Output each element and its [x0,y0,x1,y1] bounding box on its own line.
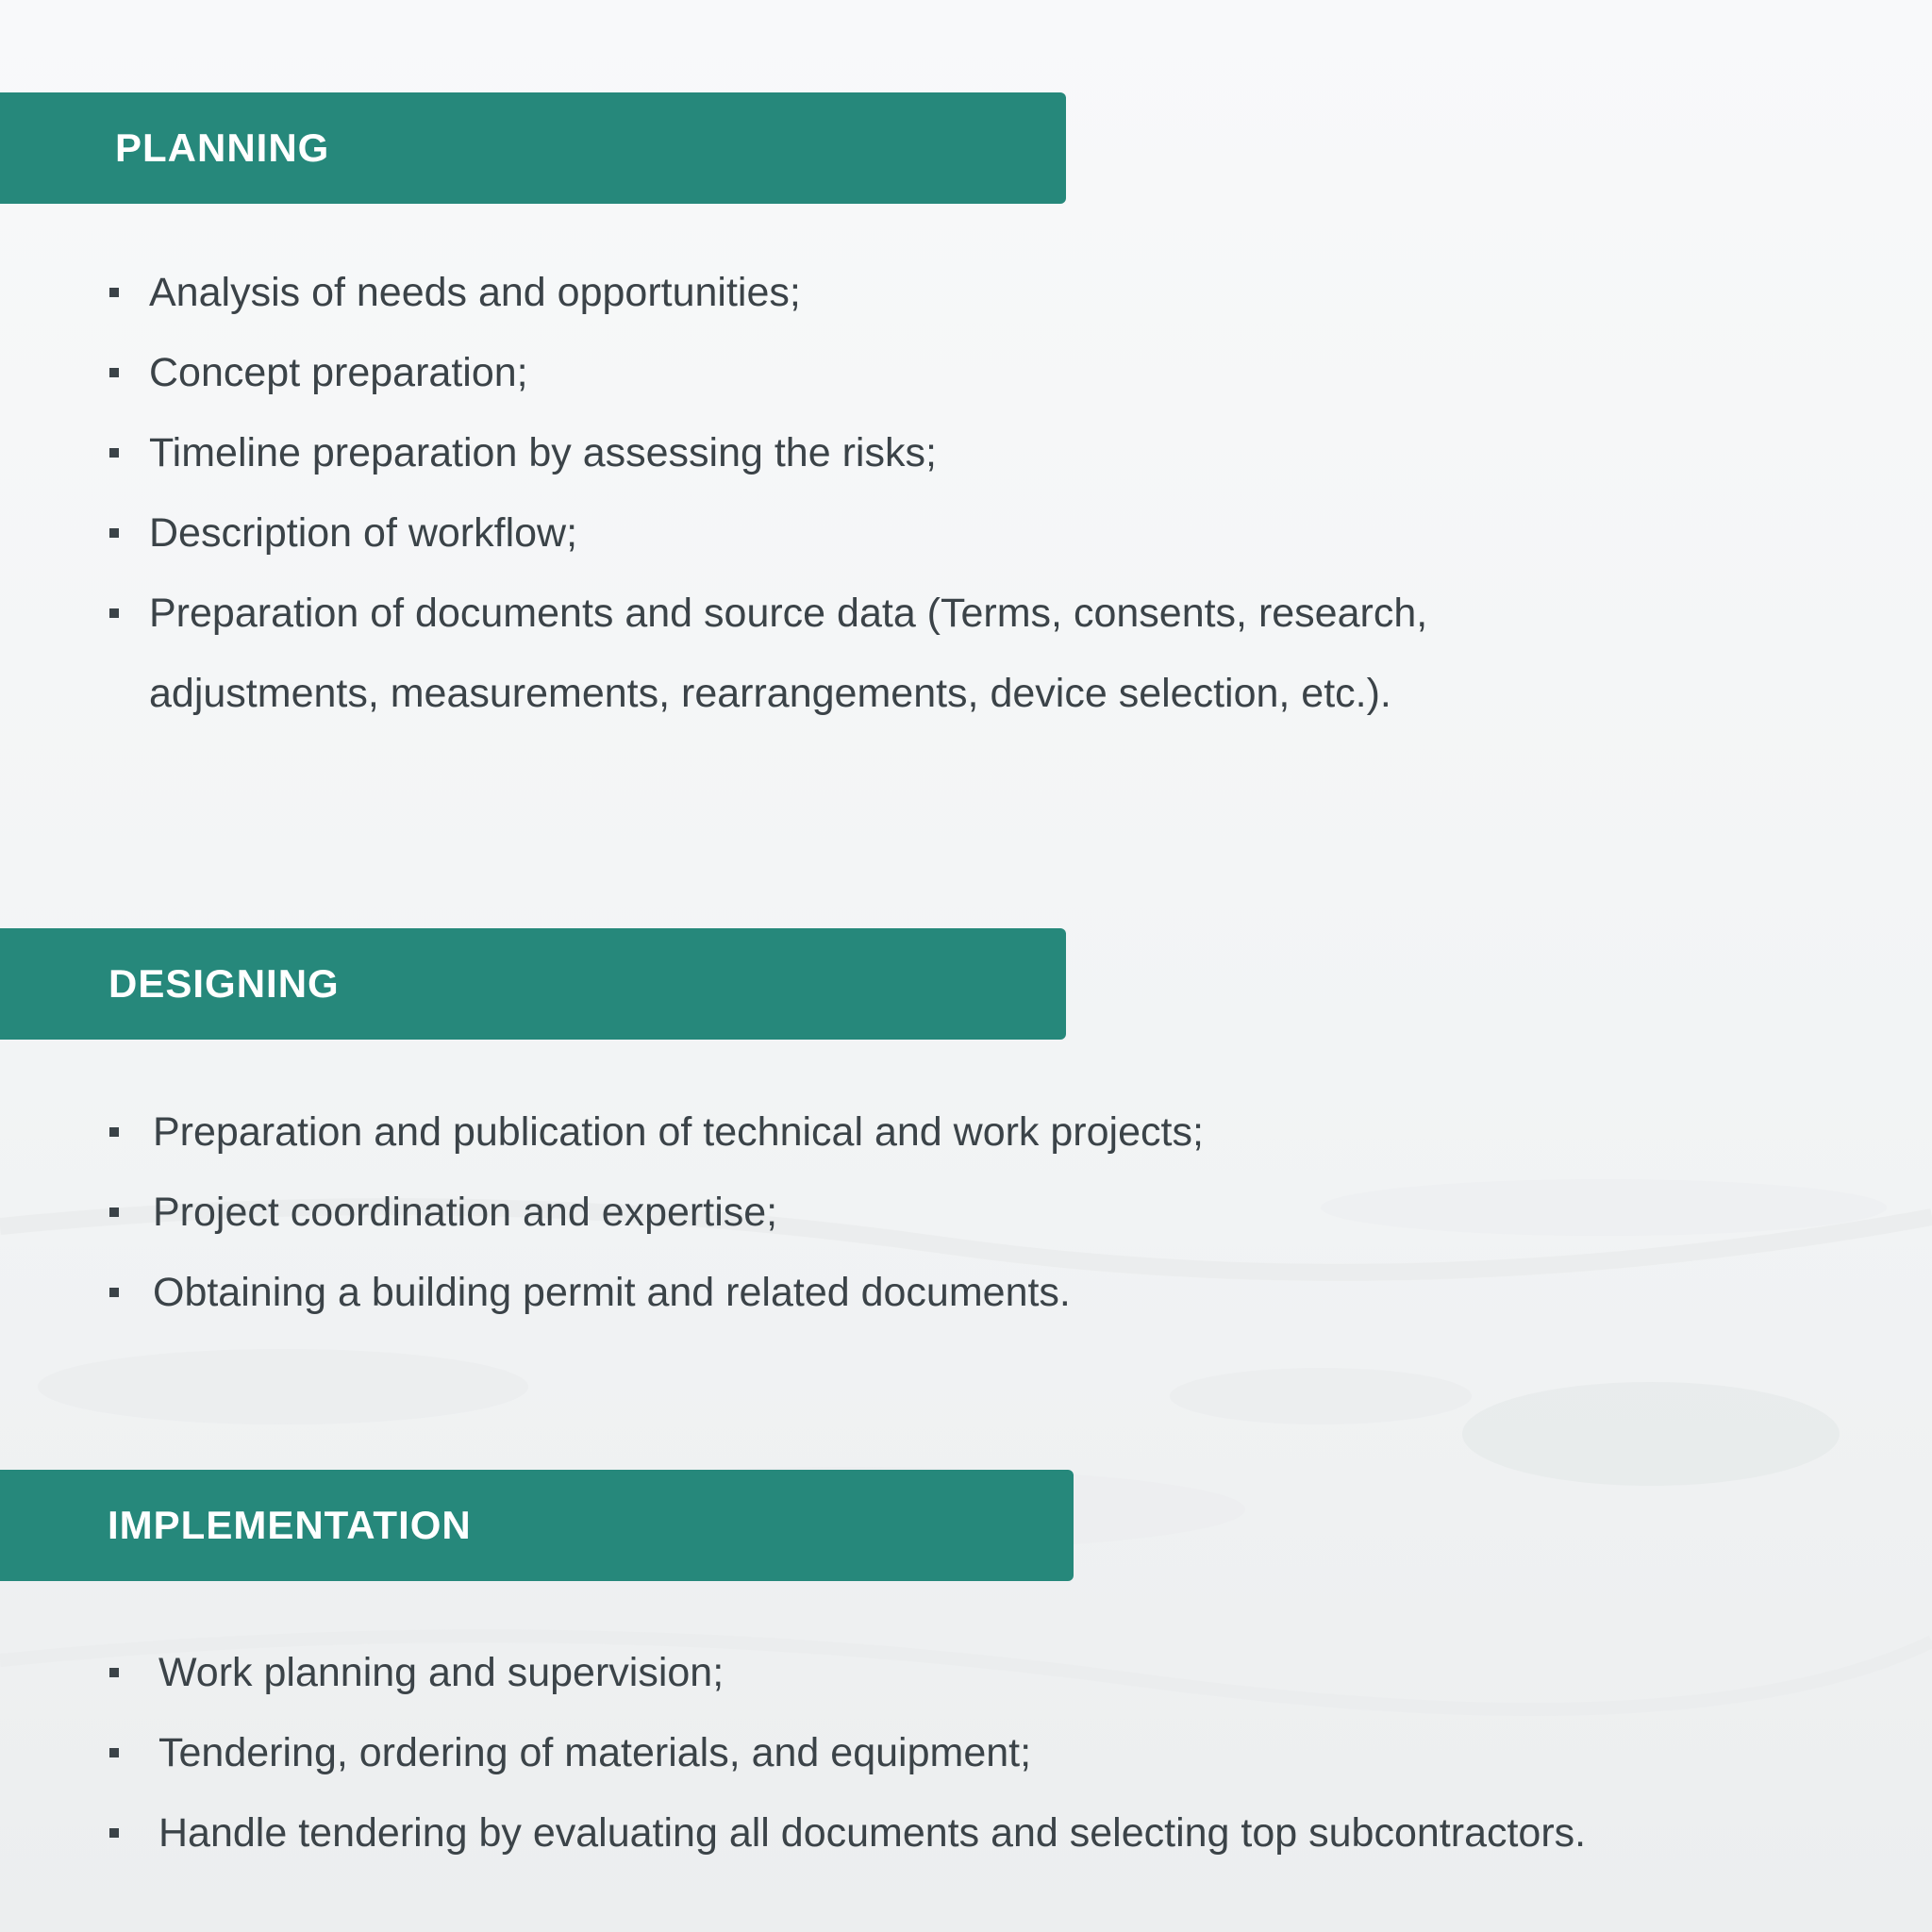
list-item: Project coordination and expertise; [0,1173,1204,1253]
designing-header [0,928,1066,1040]
bullet-square-icon [109,528,119,538]
bullet-square-icon [109,1127,119,1137]
planning-title: PLANNING [115,125,330,170]
list-item: Concept preparation; [0,333,1427,413]
list-item: Preparation and publication of technical and work projects; [0,1092,1204,1173]
implementation-title: IMPLEMENTATION [108,1503,472,1547]
list-item: Description of workflow; [0,493,1427,574]
designing-list [0,1092,1204,1333]
bullet-square-icon [109,288,119,297]
bullet-square-icon [109,1828,119,1838]
bullet-square-icon [109,1748,119,1757]
implementation-header [0,1470,1074,1581]
list-item: Timeline preparation by assessing the risks; [0,413,1427,493]
bullet-square-icon [109,608,119,618]
list-item: Work planning and supervision; [0,1633,1586,1713]
list-item: Preparation of documents and source data (Terms, consents, research, adjustments, measurements, rearrangements, device selection, etc.). [0,574,1427,734]
designing-title: DESIGNING [108,961,340,1006]
implementation-list [0,1633,1586,1874]
planning-header [0,92,1066,204]
list-item: Obtaining a building permit and related documents. [0,1253,1204,1333]
list-item: Handle tendering by evaluating all documents and selecting top subcontractors. [0,1793,1586,1874]
list-item: Tendering, ordering of materials, and equipment; [0,1713,1586,1793]
bullet-square-icon [109,1288,119,1297]
bullet-square-icon [109,448,119,458]
planning-list [0,253,1427,734]
bullet-square-icon [109,1668,119,1677]
list-item: Analysis of needs and opportunities; [0,253,1427,333]
bullet-square-icon [109,368,119,377]
bullet-square-icon [109,1208,119,1217]
